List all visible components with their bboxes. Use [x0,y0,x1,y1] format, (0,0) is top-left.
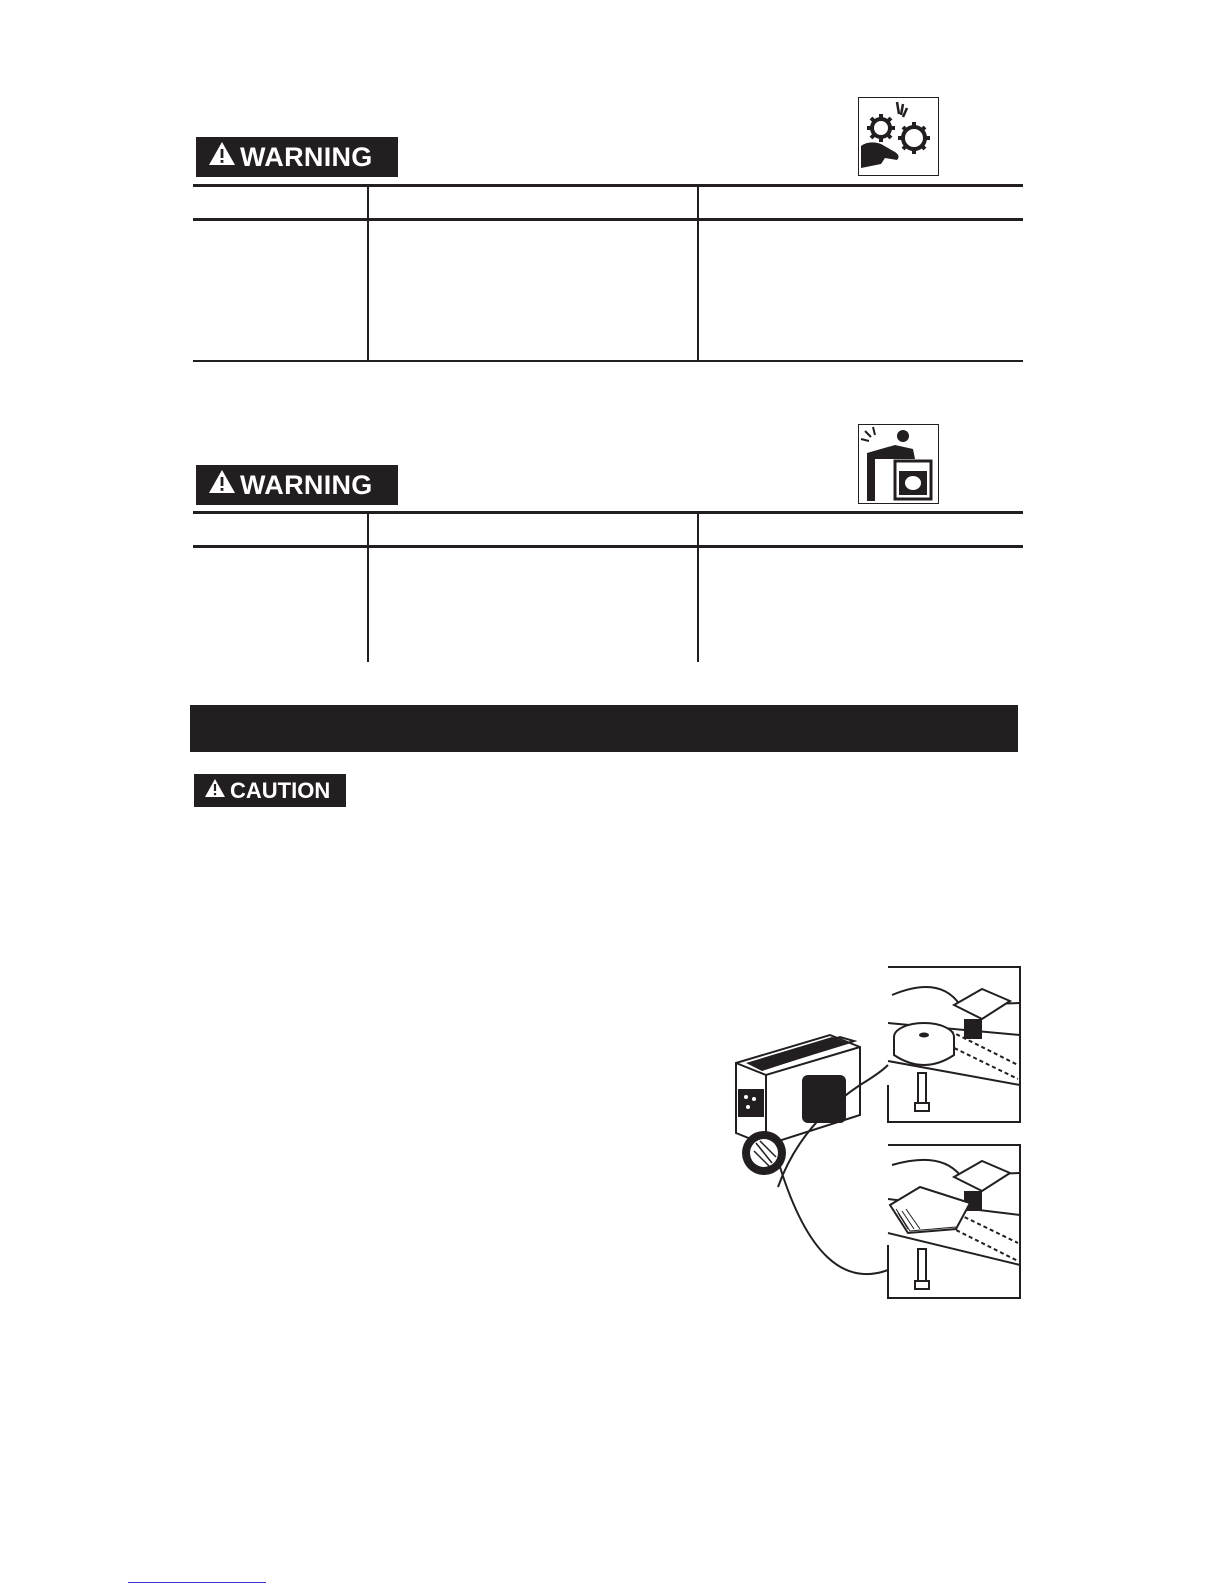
table-1-col-divider-1 [367,186,369,361]
warning-label-1 [196,137,398,177]
warning-label-text: WARNING [240,469,373,500]
generator-mount-illustration [720,965,1025,1300]
section-heading-bar [190,705,1018,752]
table-1-col-divider-2 [697,186,699,361]
warning-label-text: WARNING [240,141,373,172]
caution-label [194,774,346,807]
table-2-col-divider-1 [367,513,369,662]
table-1-header-rule [193,218,1023,221]
alert-triangle-icon [204,778,226,804]
table-2-top-rule [193,511,1023,514]
rotating-parts-hazard-icon [858,97,939,176]
table-2-header-rule [193,545,1023,548]
alert-triangle-icon [208,141,236,173]
warning-label-2 [196,465,398,505]
table-2-col-divider-2 [697,513,699,662]
table-1-bottom-rule [193,360,1023,362]
caution-label-text: CAUTION [230,777,331,803]
footer-link-underline[interactable] [128,1582,266,1583]
alert-triangle-icon [208,469,236,501]
table-1-top-rule [193,184,1023,187]
lifting-hazard-icon [858,424,939,504]
